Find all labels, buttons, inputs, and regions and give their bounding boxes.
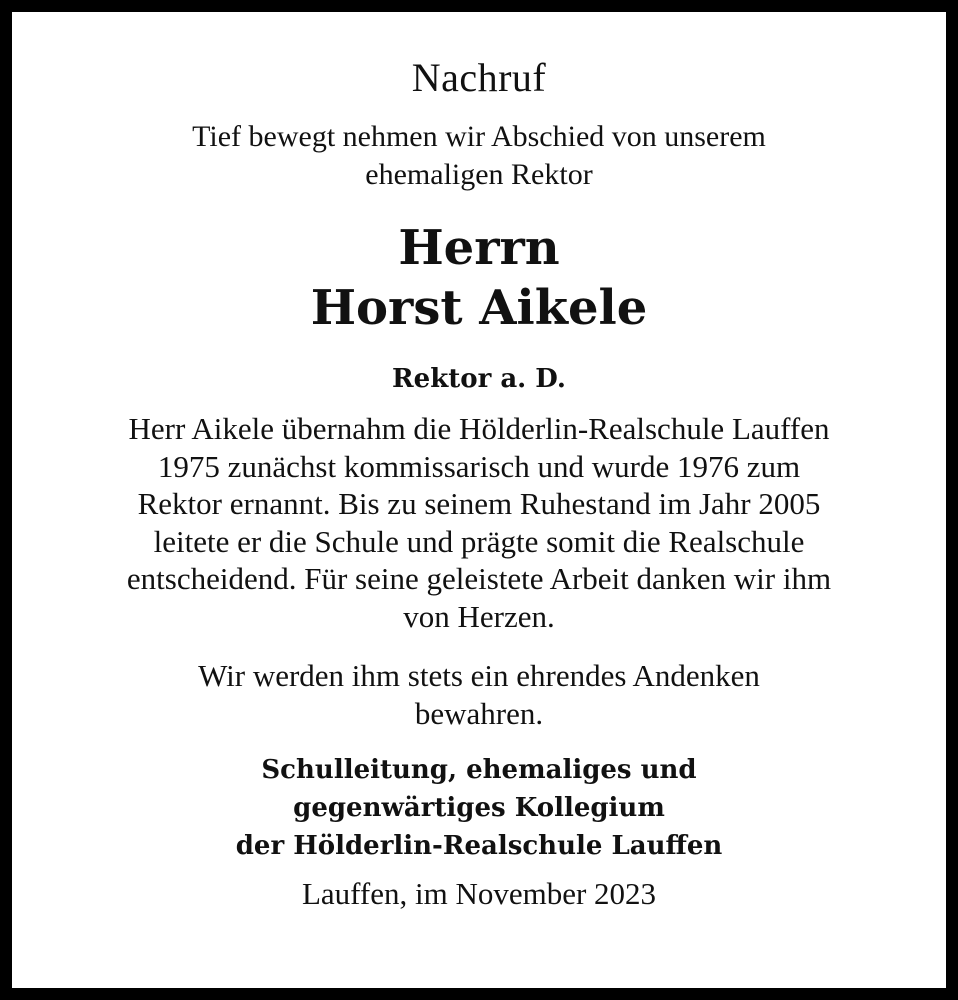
signature-line: Schulleitung, ehemaliges und xyxy=(261,755,697,785)
signature-block xyxy=(24,751,934,865)
closing-line: Wir werden ihm stets ein ehrendes Andenken xyxy=(198,658,760,693)
name-line: Horst Aikele xyxy=(310,280,648,336)
closing-line: bewahren. xyxy=(414,696,544,731)
tribute-line: Rektor ernannt. Bis zu seinem Ruhestand im Jahr 2005 xyxy=(137,486,821,521)
notice-heading: Nachruf xyxy=(411,55,547,100)
place-date: Lauffen, im November 2023 xyxy=(301,876,657,911)
tribute-text xyxy=(24,410,934,635)
deceased-name xyxy=(24,218,934,338)
intro-line: ehemaligen Rektor xyxy=(365,158,593,191)
signature-line: gegenwärtiges Kollegium xyxy=(293,793,665,823)
signature-line: der Hölderlin-Realschule Lauffen xyxy=(235,831,723,861)
tribute-line: von Herzen. xyxy=(403,598,555,634)
tribute-line: Herr Aikele übernahm die Hölderlin-Realschule Lauffen xyxy=(128,411,830,446)
obituary-content xyxy=(24,24,934,913)
intro-text xyxy=(24,118,934,194)
closing-text xyxy=(24,657,934,733)
intro-line: Tief bewegt nehmen wir Abschied von unserem xyxy=(192,120,766,153)
tribute-line: 1975 zunächst kommissarisch und wurde 1976 zum xyxy=(157,448,801,484)
name-line: Herrn xyxy=(398,220,560,276)
deceased-title: Rektor a. D. xyxy=(392,364,566,394)
tribute-line: leitete er die Schule und prägte somit die Realschule xyxy=(153,523,805,559)
tribute-line: entscheidend. Für seine geleistete Arbeit danken wir ihm xyxy=(126,561,832,596)
